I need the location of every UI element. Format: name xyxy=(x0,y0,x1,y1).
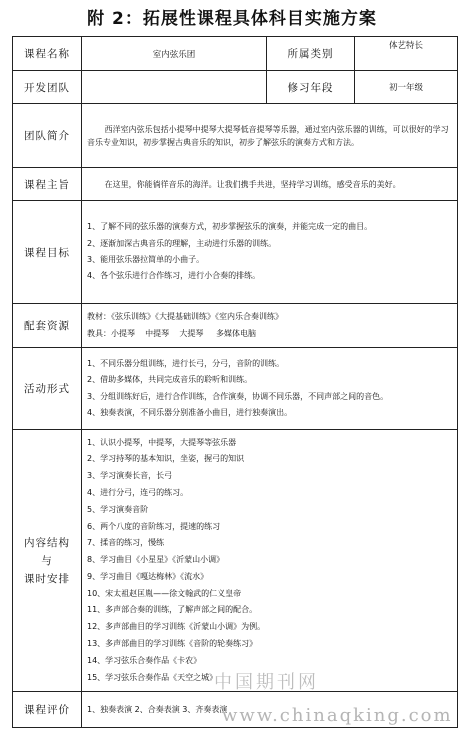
row-evaluation xyxy=(13,692,458,728)
intro-label: 团队简介 xyxy=(13,104,82,168)
document-title: 附 2：拓展性课程具体科目实施方案 xyxy=(87,9,377,29)
content-item: 8、学习曲目《小星星》《沂蒙山小调》 xyxy=(87,555,225,565)
row-resources xyxy=(13,304,458,348)
content-item: 11、多声部合奏的训练，了解声部之间的配合。 xyxy=(87,605,258,615)
content-item: 10、宋太祖赵匡胤——徐文翰武的仁义皇帝 xyxy=(87,588,242,598)
evaluation-text: 1、独奏表演 2、合奏表演 3、齐奏表演 xyxy=(82,692,458,728)
content-label xyxy=(13,430,82,692)
course-plan-table xyxy=(12,36,458,728)
team-label: 开发团队 xyxy=(13,71,82,104)
row-intro xyxy=(13,104,458,168)
goal-item: 2、逐渐加深古典音乐的理解，主动进行乐器的训练。 xyxy=(87,238,277,248)
content-label-line: 内容结构 xyxy=(24,536,70,549)
purpose-text: 在这里，你能徜徉音乐的海洋。让我们携手共进，坚持学习训练，感受音乐的美好。 xyxy=(82,168,458,201)
purpose-label: 课程主旨 xyxy=(13,168,82,201)
course-name-label: 课程名称 xyxy=(13,37,82,71)
watermark-url: www.chinaqking.com xyxy=(222,705,453,726)
resources-label: 配套资源 xyxy=(13,304,82,348)
watermark-text: 中国期刊网 xyxy=(214,672,319,693)
activity-item: 3、分组训练好后，进行合作训练，合作演奏，协调不同乐器，不同声部之间的音色。 xyxy=(87,391,389,401)
content-item: 12、多声部曲目的学习训练《沂蒙山小调》为例。 xyxy=(87,622,266,632)
row-course-name xyxy=(13,37,458,71)
team-value xyxy=(82,71,267,104)
grade-value: 初一年级 xyxy=(355,71,458,104)
resources-list xyxy=(82,304,458,348)
content-item: 1、认识小提琴，中提琴，大提琴等弦乐器 xyxy=(87,437,237,447)
activity-item: 4、独奏表演，不同乐器分别准备小曲目，进行独奏演出。 xyxy=(87,407,293,417)
goals-label: 课程目标 xyxy=(13,201,82,304)
content-item: 14、学习弦乐合奏作品《卡农》 xyxy=(87,655,202,665)
evaluation-label: 课程评价 xyxy=(13,692,82,728)
content-item: 9、学习曲目《嘎达梅林》《流水》 xyxy=(87,571,209,581)
content-item: 5、学习演奏音阶 xyxy=(87,504,149,514)
content-item: 7、揉音的练习，慢练 xyxy=(87,538,165,548)
row-purpose xyxy=(13,168,458,201)
grade-label: 修习年段 xyxy=(267,71,355,104)
activities-list xyxy=(82,348,458,430)
content-list xyxy=(82,430,458,692)
activity-item: 1、不同乐器分组训练，进行长弓，分弓，音阶的训练。 xyxy=(87,358,285,368)
row-team xyxy=(13,71,458,104)
content-item: 2、学习持琴的基本知识，坐姿，握弓的知识 xyxy=(87,454,245,464)
activity-label: 活动形式 xyxy=(13,348,82,430)
content-label-line: 课时安排 xyxy=(24,572,70,585)
content-item: 6、两个八度的音阶练习，提速的练习 xyxy=(87,521,221,531)
row-content xyxy=(13,430,458,692)
goal-item: 1、了解不同的弦乐器的演奏方式，初步掌握弦乐的演奏，并能完成一定的曲目。 xyxy=(87,222,373,232)
goals-list xyxy=(82,201,458,304)
course-name-value: 室内弦乐团 xyxy=(82,37,267,71)
content-item: 3、学习演奏长音，长弓 xyxy=(87,471,173,481)
goal-item: 3、能用弦乐器拉简单的小曲子。 xyxy=(87,255,205,264)
category-value: 体艺特长 xyxy=(355,37,458,71)
content-item: 4、进行分弓，连弓的练习。 xyxy=(87,487,189,497)
intro-text: 西洋室内弦乐包括小提琴中提琴大提琴低音提琴等乐器，通过室内弦乐器的训练，可以很好的学习音乐专业知识，初步掌握古典音乐的知识，初步了解弦乐的演奏方式和方法。 xyxy=(82,104,458,168)
activity-item: 2、借助多媒体，共同完成音乐的聆听和训练。 xyxy=(87,375,253,385)
content-item: 15、学习弦乐合奏作品《天空之城》 xyxy=(87,672,218,682)
goal-item: 4、各个弦乐进行合作练习，进行小合奏的排练。 xyxy=(87,271,261,281)
row-activities xyxy=(13,348,458,430)
content-item: 13、多声部曲目的学习训练《音阶的轮奏练习》 xyxy=(87,639,258,649)
row-goals xyxy=(13,201,458,304)
resources-tools: 教具：小提琴 中提琴 大提琴 多媒体电脑 xyxy=(87,328,257,338)
content-label-line: 与 xyxy=(41,554,53,567)
category-label: 所属类别 xyxy=(267,37,355,71)
resources-materials: 教材：《弦乐训练》《大提基础训练》《室内乐合奏训练》 xyxy=(87,312,283,322)
